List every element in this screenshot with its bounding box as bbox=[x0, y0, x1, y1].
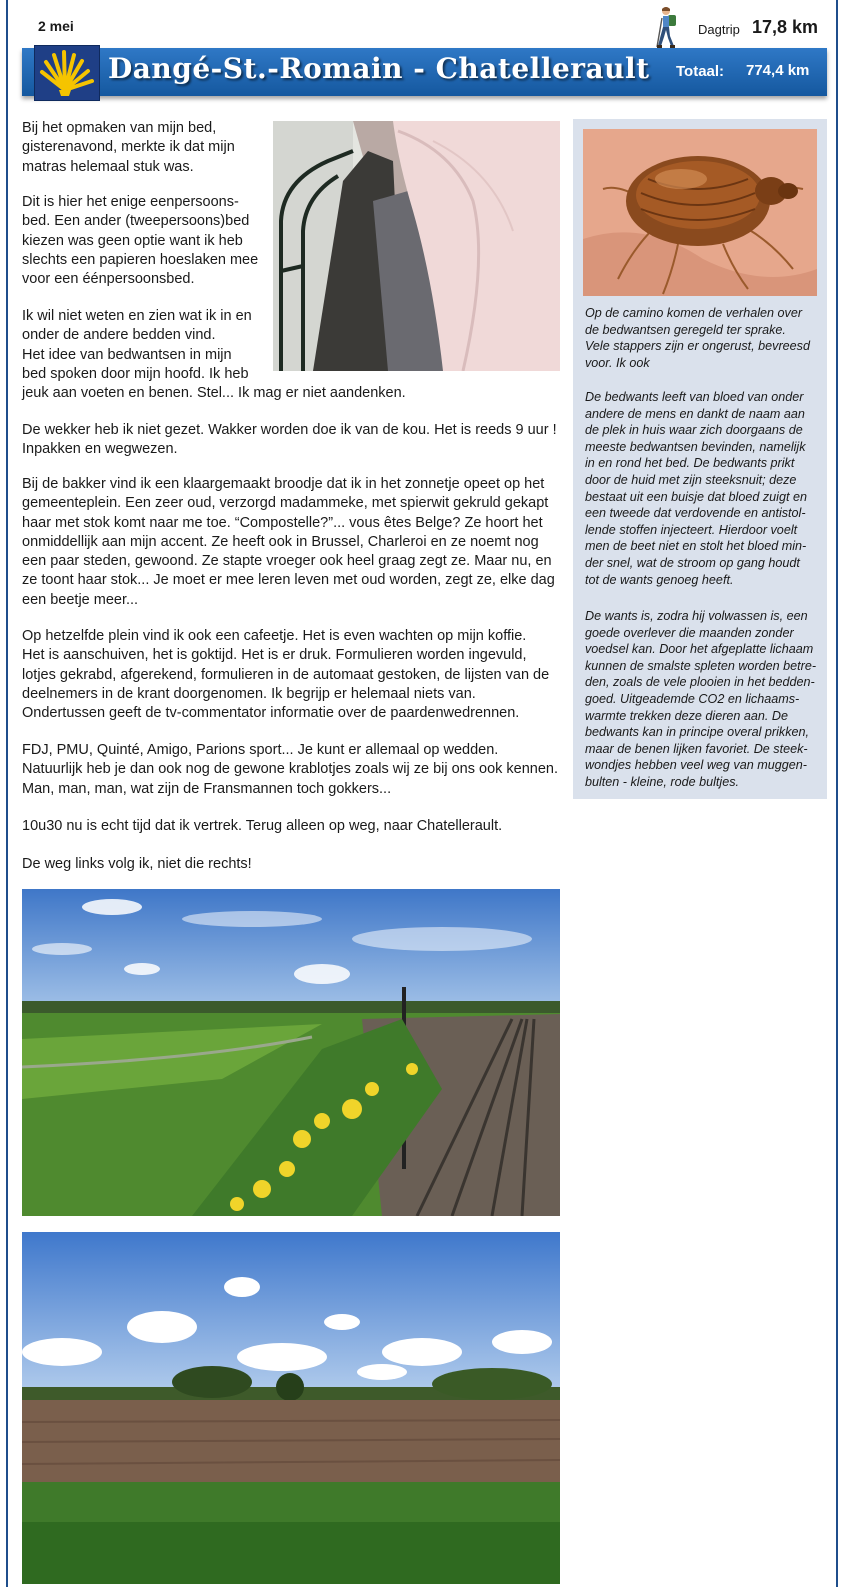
text-line: voor een éénpersoonsbed. bbox=[22, 271, 195, 288]
day-trip-distance: 17,8 km bbox=[752, 17, 819, 37]
text-line: der snel, wat de stroom op gang houdt bbox=[585, 555, 800, 570]
text-line: den, zoals de vele plooien in het bedden- bbox=[585, 675, 815, 690]
text-line: Bij het opmaken van mijn bed, bbox=[22, 120, 217, 136]
text-line: Vele stappers zijn er ongerust, bevreesd bbox=[585, 339, 810, 354]
day-trip-label: Dagtrip bbox=[698, 22, 740, 37]
text-line: een tweede dat verdovende en antistol- bbox=[585, 506, 806, 521]
text-line: andere de mens en dankt de naam aan bbox=[585, 406, 805, 421]
text-line: Het idee van bedwantsen in mijn bbox=[22, 346, 232, 363]
sidebar-intro bbox=[585, 305, 821, 371]
sidebar-bedbug-facts bbox=[585, 389, 821, 588]
text-line: de bedwantsen geregeld ter sprake. bbox=[585, 322, 786, 337]
text-line: De weg links volg ik, niet die rechts! bbox=[22, 856, 252, 872]
text-line: meeste bedwantsen bevinden, namelijk bbox=[585, 439, 806, 454]
text-line: onmiddellijk aan mijn accent. Ze heeft ook in Brussel, Charleroi en ze noemt nog bbox=[22, 533, 539, 550]
text-line: Inpakken en wegwezen. bbox=[22, 441, 178, 458]
text-line: 10u30 nu is echt tijd dat ik vertrek. Terug alleen op weg, naar Chatellerault. bbox=[22, 818, 503, 834]
railway-landscape-photo bbox=[22, 889, 560, 1216]
scallop-shell-icon bbox=[34, 45, 100, 101]
text-line: goede overlever die maanden zonder bbox=[585, 625, 794, 640]
text-line: De wekker heb ik niet gezet. Wakker worden doe ik van de kou. Het is reeds 9 uur ! bbox=[22, 422, 557, 438]
text-line: Dit is hier het enige eenpersoons- bbox=[22, 194, 239, 210]
text-line: een paar steden, gewoond. Ze stapte vroeger ook heel graag zegt ze. Maar nu, en bbox=[22, 553, 552, 570]
text-line: matras helemaal stuk was. bbox=[22, 158, 194, 175]
text-line: lotjes gekrabd, afgerekend, formulieren in de automaat gestoken, de lijsten van de bbox=[22, 666, 550, 683]
text-line: gemeenteplein. Een zeer oud, verzorgd madammeke, met spierwit gekruld gekapt bbox=[22, 495, 549, 512]
paragraph-cafe bbox=[22, 627, 549, 723]
text-line: ze toont haar stok... Je moet er mee leren leven met oud worden, zegt ze, elke dag bbox=[22, 572, 555, 589]
text-line: men de beet niet en stolt het bloed min- bbox=[585, 539, 807, 554]
text-line: De wants is, zodra hij volwassen is, een bbox=[585, 609, 808, 623]
paragraph-intro bbox=[22, 119, 235, 177]
paragraph-single-bed bbox=[22, 193, 258, 289]
text-line: wondjes hebben veel weg van muggen- bbox=[585, 758, 807, 773]
text-line: kunnen de smalste spleten worden betre- bbox=[585, 658, 817, 673]
text-line: Ondertussen geeft de tv-commentator informatie over de paardenwedrennen. bbox=[22, 705, 520, 722]
text-line: warmte trekken deze dieren aan. De bbox=[585, 708, 789, 723]
paragraph-betting bbox=[22, 741, 558, 799]
entry-date: 2 mei bbox=[38, 18, 74, 34]
text-line: goed. Uitgeademde CO2 en lichaams- bbox=[585, 691, 800, 706]
text-line: kiezen was geen optie want ik heb bbox=[22, 232, 243, 249]
text-line: bulten - kleine, rode bultjes. bbox=[585, 774, 740, 789]
bedbug-photo bbox=[583, 129, 817, 296]
text-line: bedwants kan in principe overal prikken, bbox=[585, 725, 810, 740]
sidebar-survival-facts bbox=[585, 608, 821, 791]
field-landscape-photo bbox=[22, 1232, 560, 1584]
text-line: Het is aanschuiven, het is goktijd. Het is er druk. Formulieren worden ingevuld, bbox=[22, 647, 527, 664]
text-line: door de huid met zijn steeksnuit; deze bbox=[585, 472, 797, 487]
text-line: bed. Een ander (tweepersoons)bed bbox=[22, 213, 250, 230]
text-line: deelnemers in de krant doorgenomen. Ik begrijp er helemaal niets van. bbox=[22, 685, 476, 702]
page-border-right bbox=[836, 0, 838, 1587]
page-border-left bbox=[6, 0, 8, 1587]
paragraph-worry bbox=[22, 307, 406, 403]
text-line: Op hetzelfde plein vind ik ook een cafeetje. Het is even wachten op mijn koffie. bbox=[22, 628, 527, 644]
paragraph-bakery bbox=[22, 475, 555, 610]
text-line: FDJ, PMU, Quinté, Amigo, Parions sport... Je kunt er allemaal op wedden. bbox=[22, 742, 499, 758]
text-line: De bedwants leeft van bloed van onder bbox=[585, 390, 804, 404]
text-line: Man, man, man, wat zijn de Fransmannen toch gokkers... bbox=[22, 780, 392, 797]
hiker-icon bbox=[654, 6, 680, 48]
text-line: bed spoken door mijn hoofd. Ik heb bbox=[22, 365, 249, 382]
text-line: gisterenavond, merkte ik dat mijn bbox=[22, 139, 235, 156]
text-line: Bij de bakker vind ik een klaargemaakt broodje dat ik in het zonnetje opeet op het bbox=[22, 476, 545, 492]
text-line: maar de benen lijken favoriet. De steek- bbox=[585, 741, 808, 756]
text-line: in en rond het bed. De bedwants prikt bbox=[585, 456, 795, 471]
text-line: voedsel kan. Door het afgeplatte lichaam bbox=[585, 642, 814, 657]
text-line: slechts een papieren hoeslaken mee bbox=[22, 251, 259, 268]
text-line: lende stoffen injecteert. Hierdoor voelt bbox=[585, 522, 798, 537]
total-distance: 774,4 km bbox=[746, 62, 810, 79]
text-line: Op de camino komen de verhalen over bbox=[585, 306, 803, 320]
text-line: voor. Ik ook bbox=[585, 355, 650, 370]
text-line: tot de wants genoeg heeft. bbox=[585, 572, 734, 587]
text-line: een beetje meer... bbox=[22, 591, 139, 608]
text-line: haar met stok komt naar me toe. “Compostelle?”... vous êtes Belge? Ze hoort het bbox=[22, 514, 543, 531]
page-title: Dangé-St.-Romain - Chatellerault bbox=[108, 52, 650, 85]
paragraph-road bbox=[22, 855, 252, 874]
text-line: Ik wil niet weten en zien wat ik in en bbox=[22, 308, 252, 324]
text-line: Natuurlijk heb je dan ook nog de gewone krablotjes zoals wij ze bij ons ook kennen. bbox=[22, 761, 559, 778]
text-line: jeuk aan voeten en benen. Stel... Ik mag er niet aandenken. bbox=[22, 385, 406, 402]
text-line: de plek in huis waar zich doorgaans de bbox=[585, 423, 803, 438]
text-line: onder de andere bedden vind. bbox=[22, 327, 216, 344]
text-line: bestaat uit een buisje dat bloed zuigt en bbox=[585, 489, 807, 504]
total-label: Totaal: bbox=[676, 63, 725, 80]
paragraph-alarm bbox=[22, 421, 557, 460]
paragraph-departure bbox=[22, 817, 502, 836]
